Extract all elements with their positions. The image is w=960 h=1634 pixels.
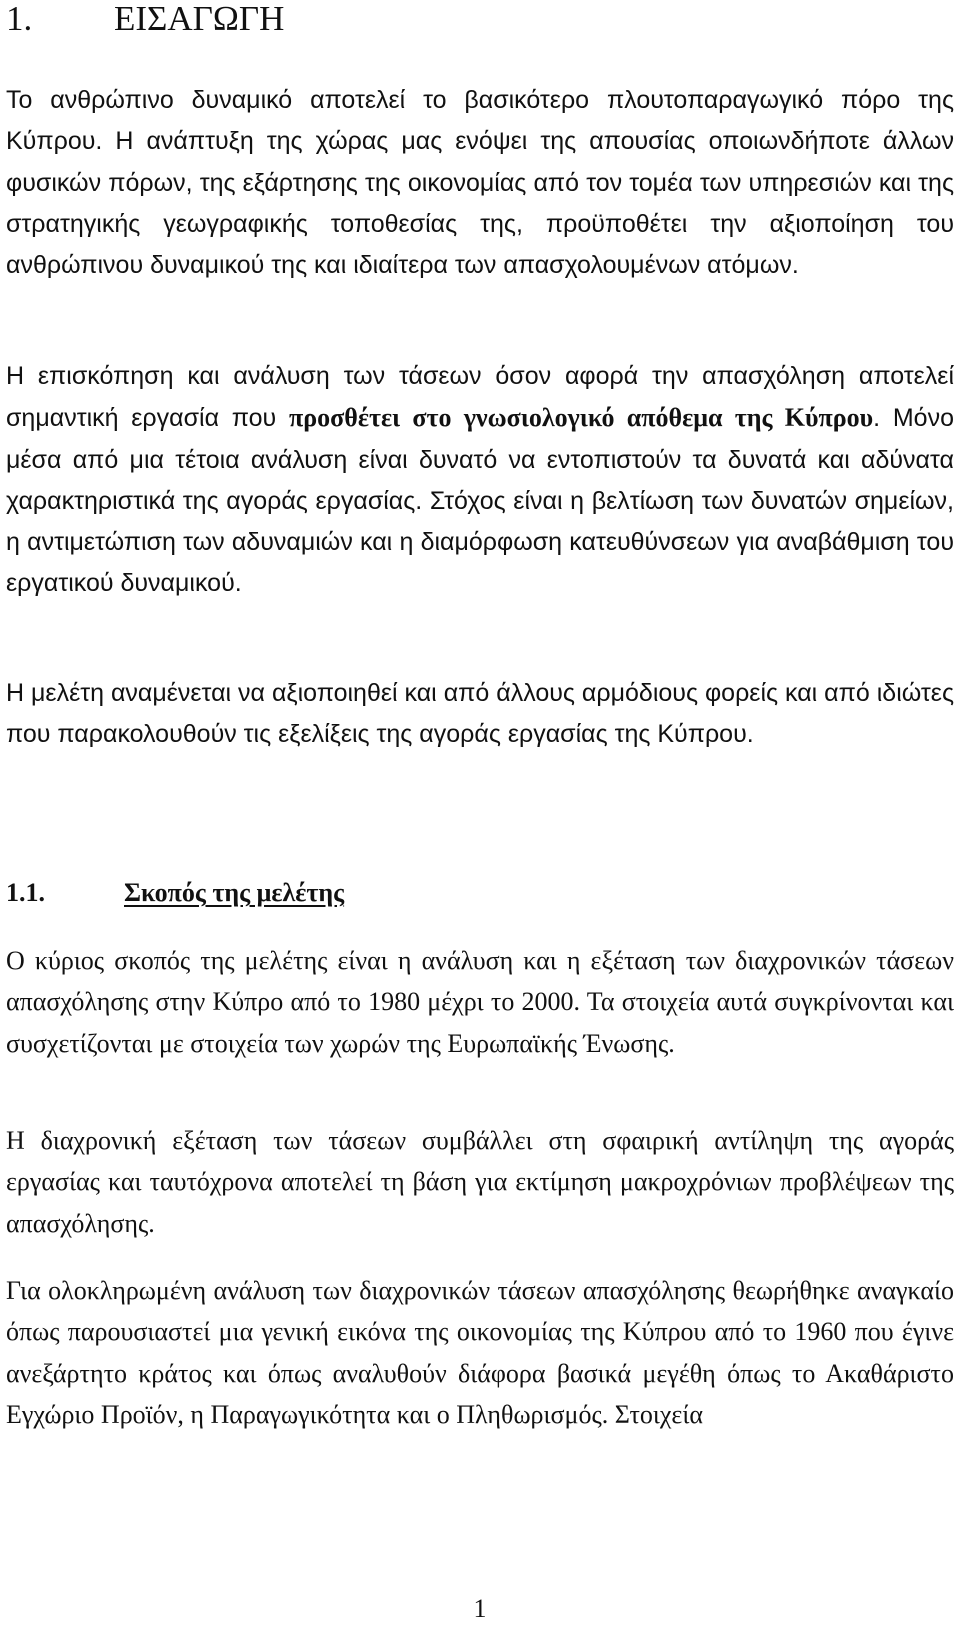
section-title: ΕΙΣΑΓΩΓΗ	[114, 0, 285, 38]
page-number: 1	[473, 1594, 487, 1623]
subsection-title: Σκοπός της μελέτης	[124, 878, 345, 907]
section-number: 1.	[6, 0, 33, 38]
intro-paragraph-2	[6, 356, 954, 605]
paragraph-text: . Μόνο μέσα από μια τέτοια ανάλυση είναι δυνατό να εντοπιστούν τα δυνατά και αδύνατα χαρακτηριστικά της αγοράς εργασίας. Στόχος είναι η βελτίωση των δυνατών σημείων, η αντιμετώπιση των αδυναμιών και η διαμόρφωση κατευθύνσεων για αναβάθμιση του εργατικού δυναμικού.	[6, 404, 954, 598]
intro-paragraph-1: Το ανθρώπινο δυναμικό αποτελεί το βασικότερο πλουτοπαραγωγικό πόρο της Κύπρου. Η ανάπτυξη της χώρας μας ενόψει της απουσίας οποιωνδήποτε άλλων φυσικών πόρων, της εξάρτησης της οικονομίας από τον τομέα των υπηρεσιών και της στρατηγικής γεωγραφικής τοποθεσίας της, προϋποθέτει την αξιοποίηση του ανθρώπινου δυναμικού της και ιδιαίτερα των απασχολουμένων ατόμων.	[6, 86, 954, 280]
intro-paragraph-3: Η μελέτη αναμένεται να αξιοποιηθεί και από άλλους αρμόδιους φορείς και από ιδιώτες που παρακολουθούν τις εξελίξεις της αγοράς εργασίας της Κύπρου.	[6, 679, 954, 749]
subsection-number: 1.1.	[6, 878, 45, 907]
subsection-heading	[6, 875, 344, 911]
aim-paragraph-3: Για ολοκληρωμένη ανάλυση των διαχρονικών τάσεων απασχόλησης θεωρήθηκε αναγκαίο όπως παρουσιαστεί μια γενική εικόνα της οικονομίας της Κύπρου από το 1960 που έγινε ανεξάρτητο κράτος και όπως αναλυθούν διάφορα βασικά μεγέθη όπως το Ακαθάριστο Εγχώριο Προϊόν, η Παραγωγικότητα και ο Πληθωρισμός. Στοιχεία	[6, 1276, 954, 1429]
aim-paragraph-2: Η διαχρονική εξέταση των τάσεων συμβάλλει στη σφαιρική αντίληψη της αγοράς εργασίας και ταυτόχρονα αποτελεί τη βάση για εκτίμηση μακροχρόνιων προβλέψεων της απασχόλησης.	[6, 1126, 954, 1238]
emphasized-text: προσθέτει στο γνωσιολογικό απόθεμα της Κύπρου	[288, 403, 874, 433]
section-heading	[6, 0, 284, 38]
paragraph-text: Η επισκόπηση και ανάλυση των τάσεων όσον αφορά την απασχόληση αποτελεί σημαντική εργασία που	[6, 362, 954, 433]
aim-paragraph-1: Ο κύριος σκοπός της μελέτης είναι η ανάλυση και η εξέταση των διαχρονικών τάσεων απασχόλησης στην Κύπρο από το 1980 μέχρι το 2000. Τα στοιχεία αυτά συγκρίνονται και συσχετίζονται με στοιχεία των χωρών της Ευρωπαϊκής Ένωσης.	[6, 946, 954, 1058]
